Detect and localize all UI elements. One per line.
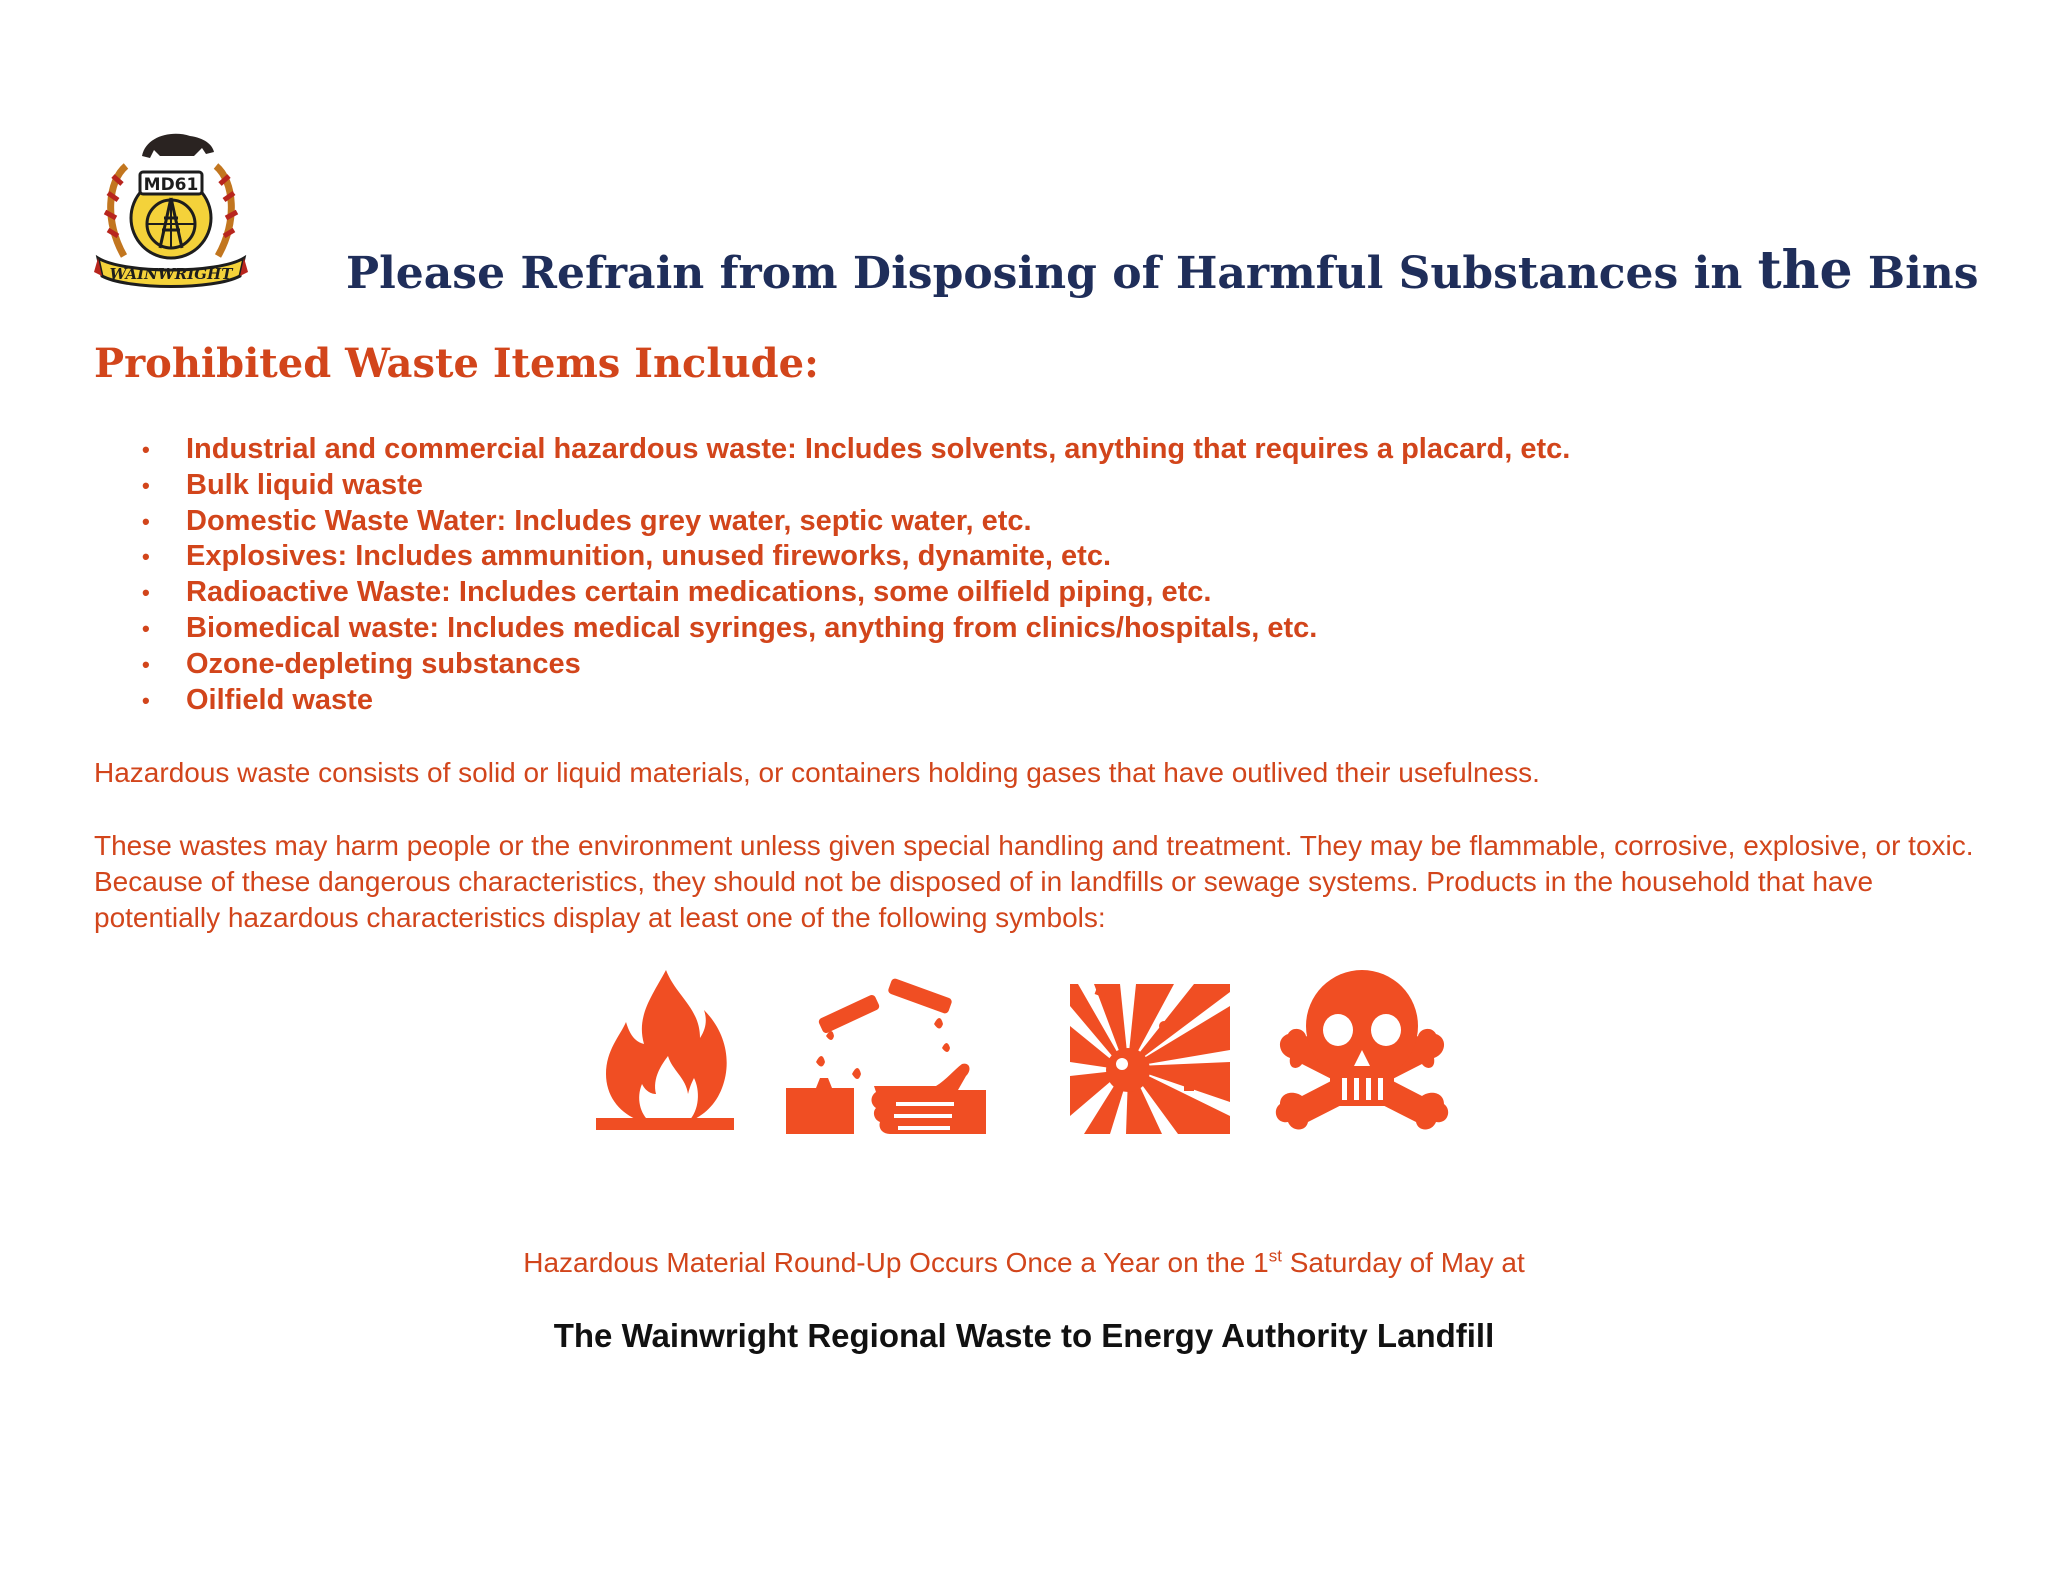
list-item-text: Radioactive Waste: Includes certain medications, some oilfield piping, etc. <box>186 576 1212 609</box>
toxic-skull-icon <box>1272 966 1452 1136</box>
bullet-icon: • <box>142 437 150 462</box>
list-item <box>142 647 1570 683</box>
list-item <box>142 611 1570 647</box>
page-title <box>346 240 1979 301</box>
explosive-icon <box>1066 966 1234 1136</box>
list-item-text: Explosives: Includes ammunition, unused fireworks, dynamite, etc. <box>186 540 1112 573</box>
list-item-text: Bulk liquid waste <box>186 468 423 501</box>
crest-icon <box>94 126 248 288</box>
roundup-text-after: Saturday of May at <box>1281 1247 1525 1278</box>
list-item-text: Industrial and commercial hazardous waste: Includes solvents, anything that requires a placard, etc. <box>186 433 1571 465</box>
list-item <box>142 504 1570 540</box>
landfill-location: The Wainwright Regional Waste to Energy Authority Landfill <box>553 1317 1495 1354</box>
bullet-icon: • <box>142 580 150 606</box>
flammable-icon <box>596 966 736 1136</box>
bullet-icon: • <box>142 544 150 570</box>
roundup-notice <box>0 1247 2048 1279</box>
list-item-text: Oilfield waste <box>186 683 373 716</box>
prohibited-items-heading: Prohibited Waste Items Include: <box>94 340 819 387</box>
bullet-icon: • <box>142 508 150 534</box>
bullet-icon: • <box>142 687 150 713</box>
bullet-icon: • <box>142 472 150 498</box>
list-item <box>142 468 1570 504</box>
roundup-ordinal-suffix: st <box>1268 1246 1282 1266</box>
list-item <box>142 539 1570 575</box>
crest-banner-text: WAINWRIGHT <box>109 265 233 283</box>
hazardous-definition-paragraph: Hazardous waste consists of solid or liquid materials, or containers holding gases that have outlived their usefulness. <box>94 757 1540 788</box>
bullet-icon: • <box>142 615 150 641</box>
list-item <box>142 432 1570 468</box>
list-item-text: Domestic Waste Water: Includes grey water, septic water, etc. <box>186 504 1032 537</box>
list-item-text: Ozone-depleting substances <box>186 647 581 680</box>
list-item-text: Biomedical waste: Includes medical syringes, anything from clinics/hospitals, etc. <box>186 611 1318 644</box>
corrosive-icon <box>786 966 986 1136</box>
district-crest-logo <box>94 126 248 288</box>
hazardous-details-paragraph: These wastes may harm people or the environment unless given special handling and treatment. They may be flammable, corrosive, explosive, or toxic. Because of these dangerous characteristics, they should not be disposed of in landfills or sewage systems. Products in the household that have potentially hazardous characteristics display at least one of the following symbols: <box>94 830 1974 933</box>
list-item <box>142 575 1570 611</box>
list-item <box>142 683 1570 719</box>
title-part-1: Please Refrain from Disposing of Harmful Substances in <box>346 248 1758 299</box>
prohibited-items-list <box>142 432 1570 718</box>
crest-top-text: MD61 <box>143 175 199 195</box>
bullet-icon: • <box>142 651 150 677</box>
roundup-text-before: Hazardous Material Round-Up Occurs Once a Year on the 1 <box>523 1247 1269 1278</box>
hazard-symbols <box>590 966 1460 1136</box>
title-emphasis: the <box>1757 240 1853 301</box>
title-part-2: Bins <box>1852 248 1979 299</box>
